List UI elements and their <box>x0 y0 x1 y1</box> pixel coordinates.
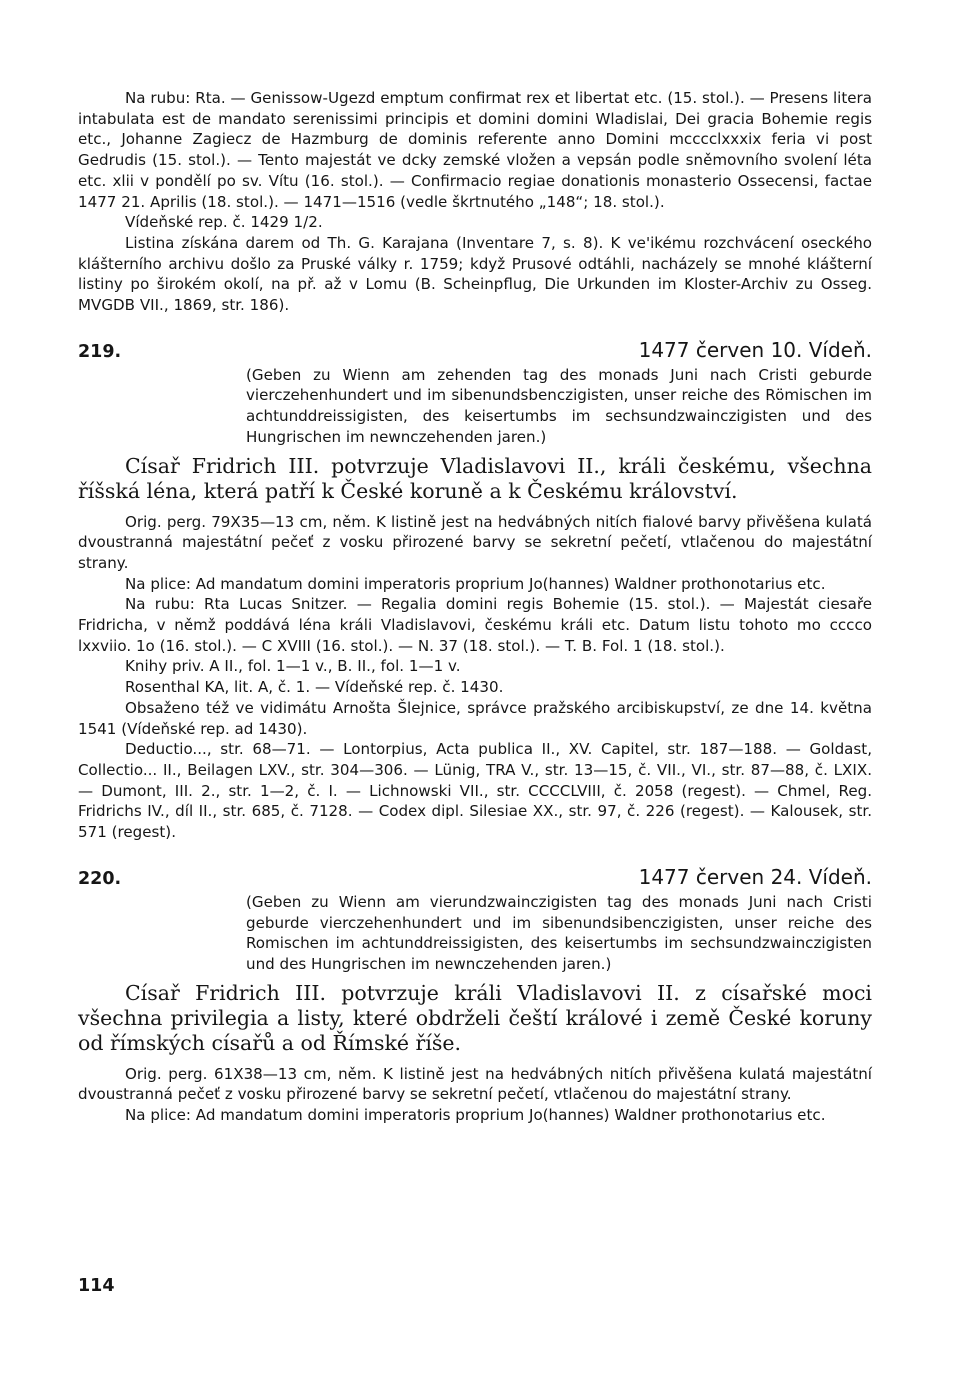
entry-summary: Císař Fridrich III. potvrzuje Vladislavovi II., králi českému, všechna říšská léna, která patří k České koruně a k Českému království. <box>78 453 872 503</box>
entry-paragraph: Rosenthal KA, lit. A, č. 1. — Vídeňské rep. č. 1430. <box>125 678 504 697</box>
page-number: 114 <box>78 1276 115 1296</box>
entry-paragraph: Orig. perg. 61X38—13 cm, něm. K listině jest na hedvábných nitích přivěšena kulatá majestátní dvoustranná pečeť z vosku přirozené barvy se sekretní pečetí, vtlačenou do majestátní strany. <box>78 1064 872 1104</box>
entry-summary: Císař Fridrich III. potvrzuje králi Vladislavovi II. z císařské moci všechna privilegia a listy, které obdrželi čeští králové i země České koruny od římských císařů a od Římské říše. <box>78 980 872 1055</box>
note-paragraph: Listina získána darem od Th. G. Karajana (Inventare 7, s. 8). K ve'ikému rozchvácení oseckého klášterního archivu došlo za Pruské války r. 1759; když Prusové odtáhli, nacházely se mnohé klášterní listiny po širokém okolí, na př. až v Lomu (B. Scheinpflug, Die Urkunden im Kloster-Archiv zu Osseg. MVGDB VII., 1869, str. 186). <box>78 233 872 315</box>
german-dating: (Geben zu Wienn am zehenden tag des monads Juni nach Cristi geburde vierczehenhundert und im sibenundsbenczigisten, unser reiche des Römischen im achtunddreissigisten, des keisertumbs im sechsundzwainczigisten und des Hungrischen im newnczehenden jaren.) <box>246 365 872 446</box>
entry-header <box>78 865 872 889</box>
entry-paragraph: Deductio..., str. 68—71. — Lontorpius, Acta publica II., XV. Capitel, str. 187—188. — Goldast, Collectio... II., Beilagen LXV., str. 304—306. — Lünig, TRA V., str. 13—15, č. VII., VI., str. 87—88, č. LXIX. — Dumont, III. 2., str. 1—2, č. I. — Lichnowski VII., str. CCCCLVIII, č. 2058 (regest). — Chmel, Reg. Fridrichs IV., díl II., str. 685, č. 7128. — Codex dipl. Silesiae XX., str. 97, č. 226 (regest). — Kalousek, str. 571 (regest). <box>78 740 872 842</box>
entry-paragraph: Obsaženo též ve vidimátu Arnošta Šlejnice, správce pražského arcibiskupství, ze dne 14. května 1541 (Vídeňské rep. ad 1430). <box>78 698 872 738</box>
entry-219 <box>78 338 872 843</box>
entry-date: 1477 červen 24. Vídeň. <box>638 864 872 889</box>
note-paragraph: Na rubu: Rta. — Genissow-Ugezd emptum confirmat rex et libertat etc. (15. stol.). — Presens litera intabulata est de mandato serenissimi principis et domini domini Wladislai, Dei gracia Bohemie regis etc., Johanne Zagiecz de Hazmburg de dominis referente anno Domini mcccclxxxix feria vi post Gedrudis (15. stol.). — Tento majestát ve dcky zemské vložen a vepsán podle sněmovního svolení léta etc. xlii v pondělí po sv. Vítu (16. stol.). — Confirmacio regiae donationis monasterio Ossecensi, factae 1477 21. Aprilis (18. stol.). — 1471—1516 (vedle škrtnutého „148“; 18. stol.). <box>78 89 872 211</box>
entry-number: 219. <box>78 341 122 362</box>
note-paragraph: Vídeňské rep. č. 1429 1/2. <box>125 213 323 232</box>
entry-220 <box>78 865 872 1126</box>
entry-paragraph: Na plice: Ad mandatum domini imperatoris proprium Jo(hannes) Waldner prothonotarius etc. <box>125 1106 826 1125</box>
entry-number: 220. <box>78 868 122 889</box>
page-body <box>78 88 872 1126</box>
entry-header <box>78 338 872 362</box>
entry-date: 1477 červen 10. Vídeň. <box>638 337 872 362</box>
entry-paragraph: Na rubu: Rta Lucas Snitzer. — Regalia domini regis Bohemie (15. stol.). — Majestát ciesaře Fridricha, v němž poddává léna králi Vladislavovi, českému králi etc. Datum listu tohoto mo cccco lxxviio. 1o (16. stol.). — C XVIII (16. stol.). — N. 37 (18. stol.). — T. B. Fol. 1 (18. stol.). <box>78 595 872 655</box>
entry-paragraph: Na plice: Ad mandatum domini imperatoris proprium Jo(hannes) Waldner prothonotarius etc. <box>125 574 826 593</box>
entry-paragraph: Knihy priv. A II., fol. 1—1 v., B. II., fol. 1—1 v. <box>125 657 461 676</box>
german-dating: (Geben zu Wienn am vierundzwainczigisten tag des monads Juni nach Cristi geburde vierczehenhundert und im sibenundsibenczigisten, unser reiche des Romischen im achtunddreissigisten, des keisertumbs im sechsundzwainczigisten und des Hungrischen im newnczehenden jaren.) <box>246 892 872 973</box>
entry-paragraph: Orig. perg. 79X35—13 cm, něm. K listině jest na hedvábných nitích fialové barvy přivěšena kulatá dvoustranná majestátní pečeť z vosku přirozené barvy se sekretní pečetí, vtlačenou do majestátní strany. <box>78 512 872 572</box>
